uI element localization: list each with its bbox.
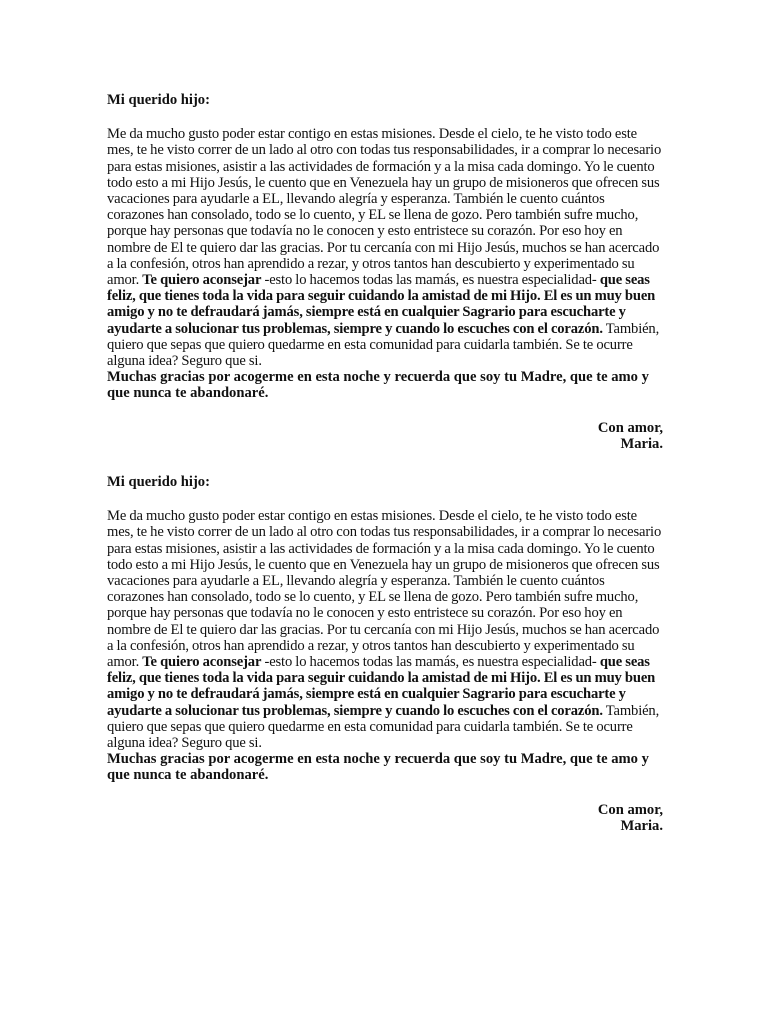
letter-body xyxy=(107,508,663,751)
letter-signature xyxy=(107,802,663,834)
letter xyxy=(107,92,663,452)
body-text-part: Me da mucho gusto poder estar contigo en estas misiones. Desde el cielo, te he visto todo este mes, te he visto correr de un lado al otro con todas tus responsabilidades, ir a comprar lo necesario para estas misiones, asistir a las actividades de formación y a la misa cada domingo. Yo le cuento todo esto a mi Hijo Jesús, le cuento que en Venezuela hay un grupo de misioneros que ofrecen sus vacaciones para ayudarle a EL, llevando alegría y esperanza. También le cuento cuántos corazones han consolado, todo se lo cuento, y EL se llena de gozo. Pero también sufre mucho, porque hay personas que todavía no le conocen y esto entristece su corazón. Por eso hoy en nombre de El te quiero dar las gracias. Por tu cercanía con mi Hijo Jesús, muchos se han acercado a la confesión, otros han aprendido a rezar, y otros tantos han descubierto y experimentado su amor. xyxy=(107,508,662,671)
body-bold-phrase: Te quiero aconsejar xyxy=(142,272,262,289)
body-bold-phrase: que seas feliz, que tienes toda la vida para seguir cuidando la amistad de mi Hijo. El es un muy buen amigo y no te defraudará jamás, siempre está en cualquier Sagrario para escucharte y ayudarte a solucionar tus problemas, siempre y cuando lo escuches con el corazón. xyxy=(107,654,656,719)
signature-line: Con amor, xyxy=(597,419,663,436)
letter-body xyxy=(107,126,663,369)
letter xyxy=(107,474,663,834)
body-bold-phrase: que seas feliz, que tienes toda la vida para seguir cuidando la amistad de mi Hijo. El es un muy buen amigo y no te defraudará jamás, siempre está en cualquier Sagrario para escucharte y ayudarte a solucionar tus problemas, siempre y cuando lo escuches con el corazón. xyxy=(107,272,656,337)
body-text-part: Me da mucho gusto poder estar contigo en estas misiones. Desde el cielo, te he visto todo este mes, te he visto correr de un lado al otro con todas tus responsabilidades, ir a comprar lo necesario para estas misiones, asistir a las actividades de formación y a la misa cada domingo. Yo le cuento todo esto a mi Hijo Jesús, le cuento que en Venezuela hay un grupo de misioneros que ofrecen sus vacaciones para ayudarle a EL, llevando alegría y esperanza. También le cuento cuántos corazones han consolado, todo se lo cuento, y EL se llena de gozo. Pero también sufre mucho, porque hay personas que todavía no le conocen y esto entristece su corazón. Por eso hoy en nombre de El te quiero dar las gracias. Por tu cercanía con mi Hijo Jesús, muchos se han acercado a la confesión, otros han aprendido a rezar, y otros tantos han descubierto y experimentado su amor. xyxy=(107,126,662,289)
letter-closing: Muchas gracias por acogerme en esta noche y recuerda que soy tu Madre, que te amo y que nunca te abandonaré. xyxy=(107,369,649,402)
body-text-part: También, quiero que sepas que quiero quedarme en esta comunidad para cuidarla también. Se te ocurre alguna idea? Seguro que si. xyxy=(107,702,660,752)
signature-line: Con amor, xyxy=(597,801,663,818)
letter-greeting: Mi querido hijo: xyxy=(107,474,210,490)
signature-name: Maria. xyxy=(620,817,663,834)
signature-name: Maria. xyxy=(620,435,663,452)
letter-closing: Muchas gracias por acogerme en esta noche y recuerda que soy tu Madre, que te amo y que nunca te abandonaré. xyxy=(107,751,649,784)
letter-greeting: Mi querido hijo: xyxy=(107,92,210,108)
body-text-part: -esto lo hacemos todas las mamás, es nuestra especialidad- xyxy=(264,654,597,671)
body-text-part: -esto lo hacemos todas las mamás, es nuestra especialidad- xyxy=(264,272,597,289)
body-bold-phrase: Te quiero aconsejar xyxy=(142,654,262,671)
letter-signature xyxy=(107,420,663,452)
body-text-part: También, quiero que sepas que quiero quedarme en esta comunidad para cuidarla también. Se te ocurre alguna idea? Seguro que si. xyxy=(107,320,660,370)
